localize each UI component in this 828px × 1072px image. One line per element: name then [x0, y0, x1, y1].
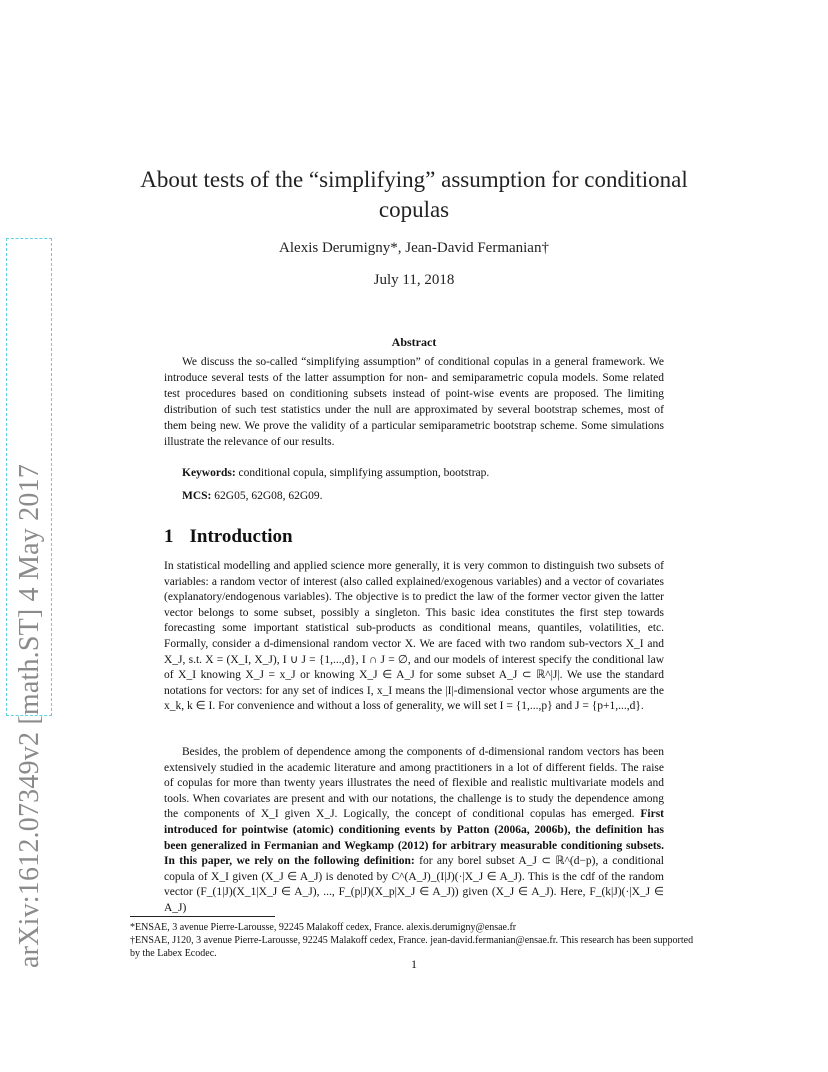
abstract-heading: Abstract [391, 335, 437, 349]
footnote-rule [130, 916, 275, 917]
keywords-line [182, 467, 662, 479]
footnote-2: †ENSAE, J120, 3 avenue Pierre-Larousse, 92245 Malakoff cedex, France. jean-david.fermanian@ensae.fr. This research has been supported by the Labex Ecodec. [130, 935, 694, 959]
keywords-text: conditional copula, simplifying assumption, bootstrap. [238, 467, 490, 479]
paper-date: July 11, 2018 [373, 272, 455, 288]
keywords-label: Keywords: [182, 467, 236, 479]
paper-title: About tests of the “simplifying” assumption for conditional copulas [140, 167, 688, 222]
paper-authors: Alexis Derumigny*, Jean-David Fermanian† [279, 240, 549, 256]
paragraph-2-bold: First introduced for pointwise (atomic) conditioning events by Patton (2006a, 2006b), the definition has been generalized in Fermanian and Wegkamp (2012) for arbitrary measurable conditioning subsets. In this paper, we rely on the following definition: [164, 808, 665, 868]
paragraph-2-start: Besides, the problem of dependence among the components of d-dimensional random vectors has been extensively studied in the academic literature and among practitioners in a lot of different fields. The raise of copulas for more than twenty years illustrates the need of flexible and realistic multivariate models and tools. When covariates are present and with our notations, the challenge is to study the dependence among the components of X_I given X_J. Logically, the concept of conditional copulas has emerged. [164, 746, 664, 821]
intro-paragraph-2 [164, 745, 664, 917]
paragraph-2-end: for any borel subset A_J ⊂ ℝ^(d−p), a conditional copula of X_I given (X_J ∈ A_J) is denoted by C^(A_J)_(I|J)(·|X_J ∈ A_J). This is the cdf of the random vector (F_(1|J)(X_1|X_J ∈ A_J), ..., F_(p|J)(X_p|X_J ∈ A_J)) given (X_J ∈ A_J). Here, F_(k|J)(·|X_J ∈ A_J) [164, 855, 664, 914]
mcs-label: MCS: [182, 490, 212, 502]
section-title: Introduction [189, 526, 293, 547]
abstract-text: We discuss the so-called “simplifying assumption” of conditional copulas in a general framework. We introduce several tests of the latter assumption for non- and semiparametric copula models. Some related test procedures based on conditioning subsets instead of point-wise events are proposed. The limiting distribution of such test statistics under the null are approximated by several bootstrap schemes, most of them being new. We prove the validity of a particular semiparametric bootstrap scheme. Some simulations illustrate the relevance of our results. [164, 356, 664, 448]
arxiv-stamp-box [6, 238, 52, 968]
section-number: 1 [164, 526, 174, 547]
mcs-line [182, 490, 662, 502]
arxiv-identifier: arXiv:1612.07349v2 [math.ST] 4 May 2017 [14, 464, 45, 968]
mcs-text: 62G05, 62G08, 62G09. [214, 490, 323, 502]
footnote-1: *ENSAE, 3 avenue Pierre-Larousse, 92245 Malakoff cedex, France. alexis.derumigny@ensae.fr [130, 922, 517, 933]
page-number: 1 [411, 957, 417, 971]
section-heading [164, 526, 293, 548]
intro-paragraph-1: In statistical modelling and applied science more generally, it is very common to distinguish two subsets of variables: a random vector of interest (also called explained/exogenous variables) and a vector of covariates (explanatory/endogenous variables). The objective is to predict the law of the former vector given the latter vector belongs to some subset, possibly a singleton. This basic idea constitutes the first step towards forecasting some important statistical sub-products as conditional means, quantiles, volatilities, etc. Formally, consider a d-dimensional random vector X. We are faced with two random sub-vectors X_I and X_J, s.t. X = (X_I, X_J), I ∪ J = {1,...,d}, I ∩ J = ∅, and our models of interest specify the conditional law of X_I knowing X_J = x_J or knowing X_J ∈ A_J for some subset A_J ⊂ ℝ^|J|. We use the standard notations for vectors: for any set of indices I, x_I means the |I|-dimensional vector whose arguments are the x_k, k ∈ I. For convenience and without a loss of generality, we will set I = {1,...,p} and J = {p+1,...,d}. [164, 560, 664, 713]
